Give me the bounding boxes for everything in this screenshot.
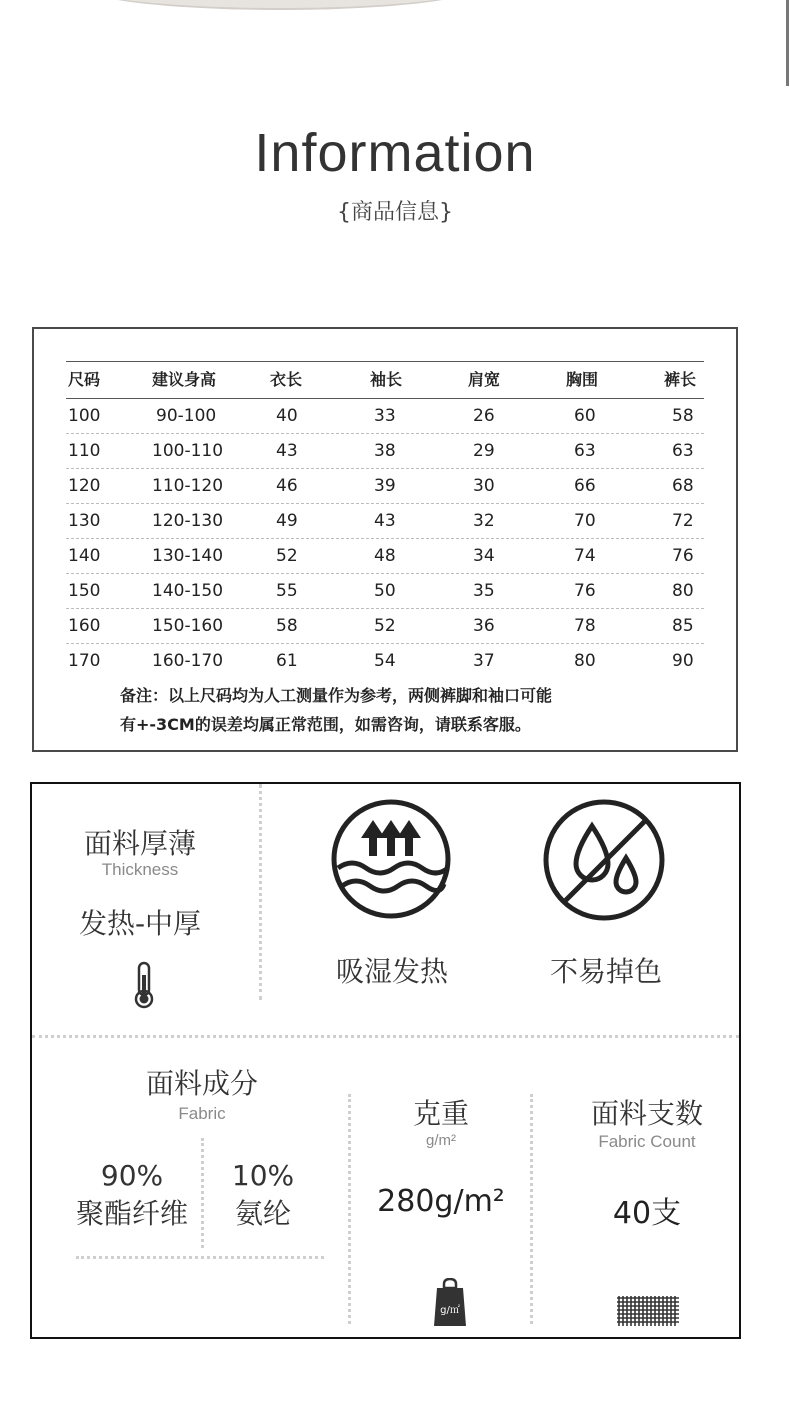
cell-chest: 80 [574, 651, 596, 671]
cell-length: 52 [276, 546, 298, 566]
cell-chest: 74 [574, 546, 596, 566]
column-header-size: 尺码 [68, 370, 101, 389]
cell-pants: 72 [672, 511, 694, 531]
cell-pants: 63 [672, 441, 694, 461]
cell-length: 43 [276, 441, 298, 461]
cell-length: 55 [276, 581, 298, 601]
cell-shoulder: 35 [473, 581, 495, 601]
cell-size: 140 [68, 546, 101, 566]
cell-sleeve: 39 [374, 476, 396, 496]
composition-title: 面料成分 [145, 1067, 258, 1100]
cell-height: 140-150 [152, 581, 224, 601]
no-fade-icon [542, 798, 666, 922]
divider-horizontal-composition [76, 1256, 324, 1259]
column-header-shoulder: 肩宽 [468, 370, 501, 389]
cell-chest: 78 [574, 616, 596, 636]
cell-size: 100 [68, 406, 101, 426]
size-chart-box [32, 327, 738, 752]
size-note [120, 681, 552, 739]
cell-pants: 58 [672, 406, 694, 426]
cell-pants: 76 [672, 546, 694, 566]
table-row [66, 434, 704, 469]
cell-pants: 80 [672, 581, 694, 601]
weight-icon-label: g/㎡ [440, 1305, 460, 1316]
table-row [66, 469, 704, 504]
moisture-heat-icon [330, 798, 452, 920]
table-row [66, 644, 704, 678]
top-decoration [80, 0, 480, 10]
cell-chest: 60 [574, 406, 596, 426]
cell-chest: 76 [574, 581, 596, 601]
composition-part1-pct: 90% [100, 1159, 164, 1192]
cell-pants: 85 [672, 616, 694, 636]
cell-shoulder: 37 [473, 651, 495, 671]
cell-length: 49 [276, 511, 298, 531]
fabric-info-box [30, 782, 741, 1339]
cell-height: 160-170 [152, 651, 224, 671]
cell-chest: 63 [574, 441, 596, 461]
thickness-en: Thickness [101, 860, 179, 879]
divider-vertical-count [530, 1094, 533, 1324]
cell-length: 40 [276, 406, 298, 426]
table-header-row [66, 361, 704, 399]
weight-value: 280g/m² [377, 1184, 505, 1219]
column-header-sleeve: 袖长 [370, 370, 403, 389]
cell-shoulder: 30 [473, 476, 495, 496]
cell-shoulder: 29 [473, 441, 495, 461]
cell-sleeve: 50 [374, 581, 396, 601]
column-header-height: 建议身高 [152, 370, 217, 389]
size-note-line1: 备注：以上尺码均为人工测量作为参考，两侧裤脚和袖口可能 [120, 686, 553, 705]
cell-chest: 66 [574, 476, 596, 496]
cell-size: 120 [68, 476, 101, 496]
cell-chest: 70 [574, 511, 596, 531]
weight-icon [432, 1278, 468, 1328]
column-header-length: 衣长 [270, 370, 303, 389]
weight-unit: g/m² [426, 1132, 456, 1149]
page-title: Information [254, 123, 536, 183]
page-subtitle: {商品信息} [337, 200, 453, 225]
cell-sleeve: 38 [374, 441, 396, 461]
cell-length: 58 [276, 616, 298, 636]
divider-vertical-weight [348, 1094, 351, 1324]
table-row [66, 539, 704, 574]
cell-sleeve: 43 [374, 511, 396, 531]
divider-vertical-top [259, 784, 262, 1000]
cell-shoulder: 36 [473, 616, 495, 636]
size-note-line2: 有+-3CM的误差均属正常范围，如需咨询，请联系客服。 [120, 715, 531, 734]
composition-part1-name: 聚酯纤维 [75, 1197, 188, 1230]
cell-sleeve: 48 [374, 546, 396, 566]
edge-mark [786, 0, 789, 86]
weave-icon [617, 1296, 679, 1326]
count-value: 40支 [612, 1196, 682, 1231]
cell-size: 150 [68, 581, 101, 601]
cell-pants: 90 [672, 651, 694, 671]
column-header-pants: 裤长 [664, 370, 697, 389]
cell-size: 160 [68, 616, 101, 636]
count-title: 面料支数 [590, 1097, 703, 1130]
cell-height: 100-110 [152, 441, 224, 461]
composition-part2-pct: 10% [231, 1159, 295, 1192]
cell-size: 170 [68, 651, 101, 671]
table-row [66, 399, 704, 434]
composition-en: Fabric [178, 1104, 226, 1123]
thickness-value: 发热-中厚 [78, 907, 202, 940]
cell-height: 130-140 [152, 546, 224, 566]
feature-moisture-heat: 吸湿发热 [335, 955, 448, 988]
divider-horizontal [32, 1035, 739, 1038]
cell-size: 130 [68, 511, 101, 531]
cell-height: 120-130 [152, 511, 224, 531]
count-en: Fabric Count [598, 1132, 696, 1151]
table-row [66, 504, 704, 539]
cell-height: 110-120 [152, 476, 224, 496]
cell-size: 110 [68, 441, 101, 461]
cell-height: 90-100 [156, 406, 217, 426]
table-row [66, 574, 704, 609]
cell-height: 150-160 [152, 616, 224, 636]
thermometer-icon [131, 961, 157, 1009]
cell-shoulder: 26 [473, 406, 495, 426]
size-table [66, 361, 704, 678]
cell-shoulder: 34 [473, 546, 495, 566]
cell-shoulder: 32 [473, 511, 495, 531]
feature-no-fade: 不易掉色 [549, 955, 662, 988]
weight-title: 克重 [412, 1097, 469, 1130]
thickness-title: 面料厚薄 [83, 827, 196, 860]
cell-length: 61 [276, 651, 298, 671]
cell-sleeve: 33 [374, 406, 396, 426]
table-row [66, 609, 704, 644]
cell-sleeve: 54 [374, 651, 396, 671]
composition-part2-name: 氨纶 [234, 1197, 291, 1230]
cell-pants: 68 [672, 476, 694, 496]
column-header-chest: 胸围 [566, 370, 599, 389]
cell-length: 46 [276, 476, 298, 496]
cell-sleeve: 52 [374, 616, 396, 636]
